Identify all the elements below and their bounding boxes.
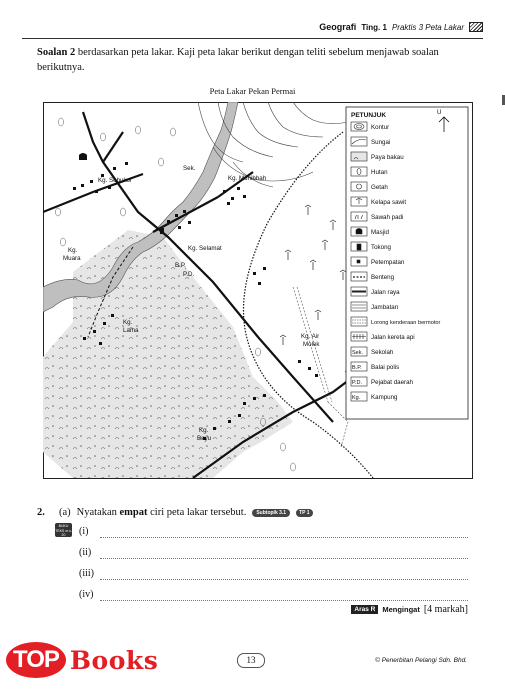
tp-badge: TP 1 [296,509,312,517]
legend-title: PETUNJUK [351,112,387,119]
label-kg-lama-1: Kg. [123,319,133,326]
legend-abbr-kg: Kg. [352,395,361,401]
legend-item: Sungai [371,139,391,146]
legend-item: Petempatan [371,259,405,266]
header-practice: Praktis 3 Peta Lakar [391,22,464,32]
answer-label-iii: (iii) [79,568,94,579]
topbooks-logo [6,642,158,678]
legend-item: Paya bakau [371,154,404,161]
question-text: Nyatakan empat ciri peta lakar tersebut. [76,507,247,518]
legend-item: Lorong kenderaan bermotor [371,320,441,326]
north-label: U [437,109,442,116]
header-form: Ting. 1 [361,22,387,32]
legend-item: Masjid [371,229,389,236]
legend-item: Getah [371,184,388,191]
answer-line-ii[interactable] [100,558,468,559]
sketch-map [43,102,473,479]
mosque-icon [79,153,87,160]
legend-item: Sekolah [371,349,394,356]
label-kg-bayu-2: Bayu [197,435,212,442]
legend-item: Jalan kereta api [371,334,415,341]
question-number: 2. [37,507,45,518]
page-number: 13 [237,653,265,668]
legend-item: Tokong [371,244,391,251]
legend-abbr-sek: Sek. [352,350,364,356]
temple-icon [160,228,164,234]
answer-line-iv[interactable] [100,600,468,601]
label-pd: P.D. [183,271,195,278]
legend-item: Balai polis [371,364,400,371]
header-strip-icon [469,22,483,32]
marks-text: [4 markah] [423,604,468,615]
header-subject: Geografi [319,22,357,32]
label-kg-muhibbah: Kg. Muhibbah [228,175,267,182]
legend [346,107,468,419]
label-kg-muara-2: Muara [63,255,81,262]
question-intro [37,45,473,75]
legend-abbr-pd: P.D. [352,380,362,386]
label-kg-bayu-1: Kg. [199,427,209,434]
intro-text: berdasarkan peta lakar. Kaji peta lakar berikut dengan teliti sebelum menjawab soalan berikutnya. [37,47,439,73]
textbook-badge: BUKU TEKS m.s. 20 [55,524,72,537]
legend-item: Kampung [371,394,398,401]
level-badge: Aras R [351,605,378,614]
page-header [319,22,483,32]
legend-item: Kelapa sawit [371,199,407,206]
legend-abbr-bp: B.P. [352,365,362,371]
label-kg-lama-2: Lama [123,327,139,334]
legend-item: Hutan [371,169,388,176]
label-kg-air-molek-2: Molek [303,341,320,348]
marks-info [351,604,468,615]
answer-line-i[interactable] [100,537,468,538]
answer-label-i: (i) [79,526,89,537]
legend-item: Pejabat daerah [371,379,413,386]
map-title: Peta Lakar Pekan Permai [209,86,296,96]
header-rule [22,38,483,39]
label-kg-selamat: Kg. Selamat [188,245,222,252]
legend-item: Jambatan [371,304,399,311]
legend-item: Kontur [371,124,390,131]
label-kg-sebukor: Kg. Sebukor [98,177,133,184]
publisher: © Penerbitan Pelangi Sdn. Bhd. [375,657,467,664]
logo-books: Books [69,645,159,675]
question-part: (a) [59,507,71,518]
intro-bold: Soalan 2 [37,47,76,58]
legend-item: Benteng [371,274,395,281]
answer-label-iv: (iv) [79,589,94,600]
subtopic-badge: Subtopik 3.1 [252,509,290,517]
legend-item: Jalan raya [371,289,400,296]
logo-top: TOP [6,642,66,678]
legend-item: Sawah padi [371,214,404,221]
level-text: Mengingat [382,605,420,614]
label-kg-muara-1: Kg. [68,247,78,254]
question-2a [37,507,313,518]
label-sek: Sek. [183,165,196,172]
label-kg-air-molek-1: Kg. Air [301,333,320,340]
answer-label-ii: (ii) [79,547,92,558]
answer-line-iii[interactable] [100,579,468,580]
label-bp: B.P. [175,262,186,269]
